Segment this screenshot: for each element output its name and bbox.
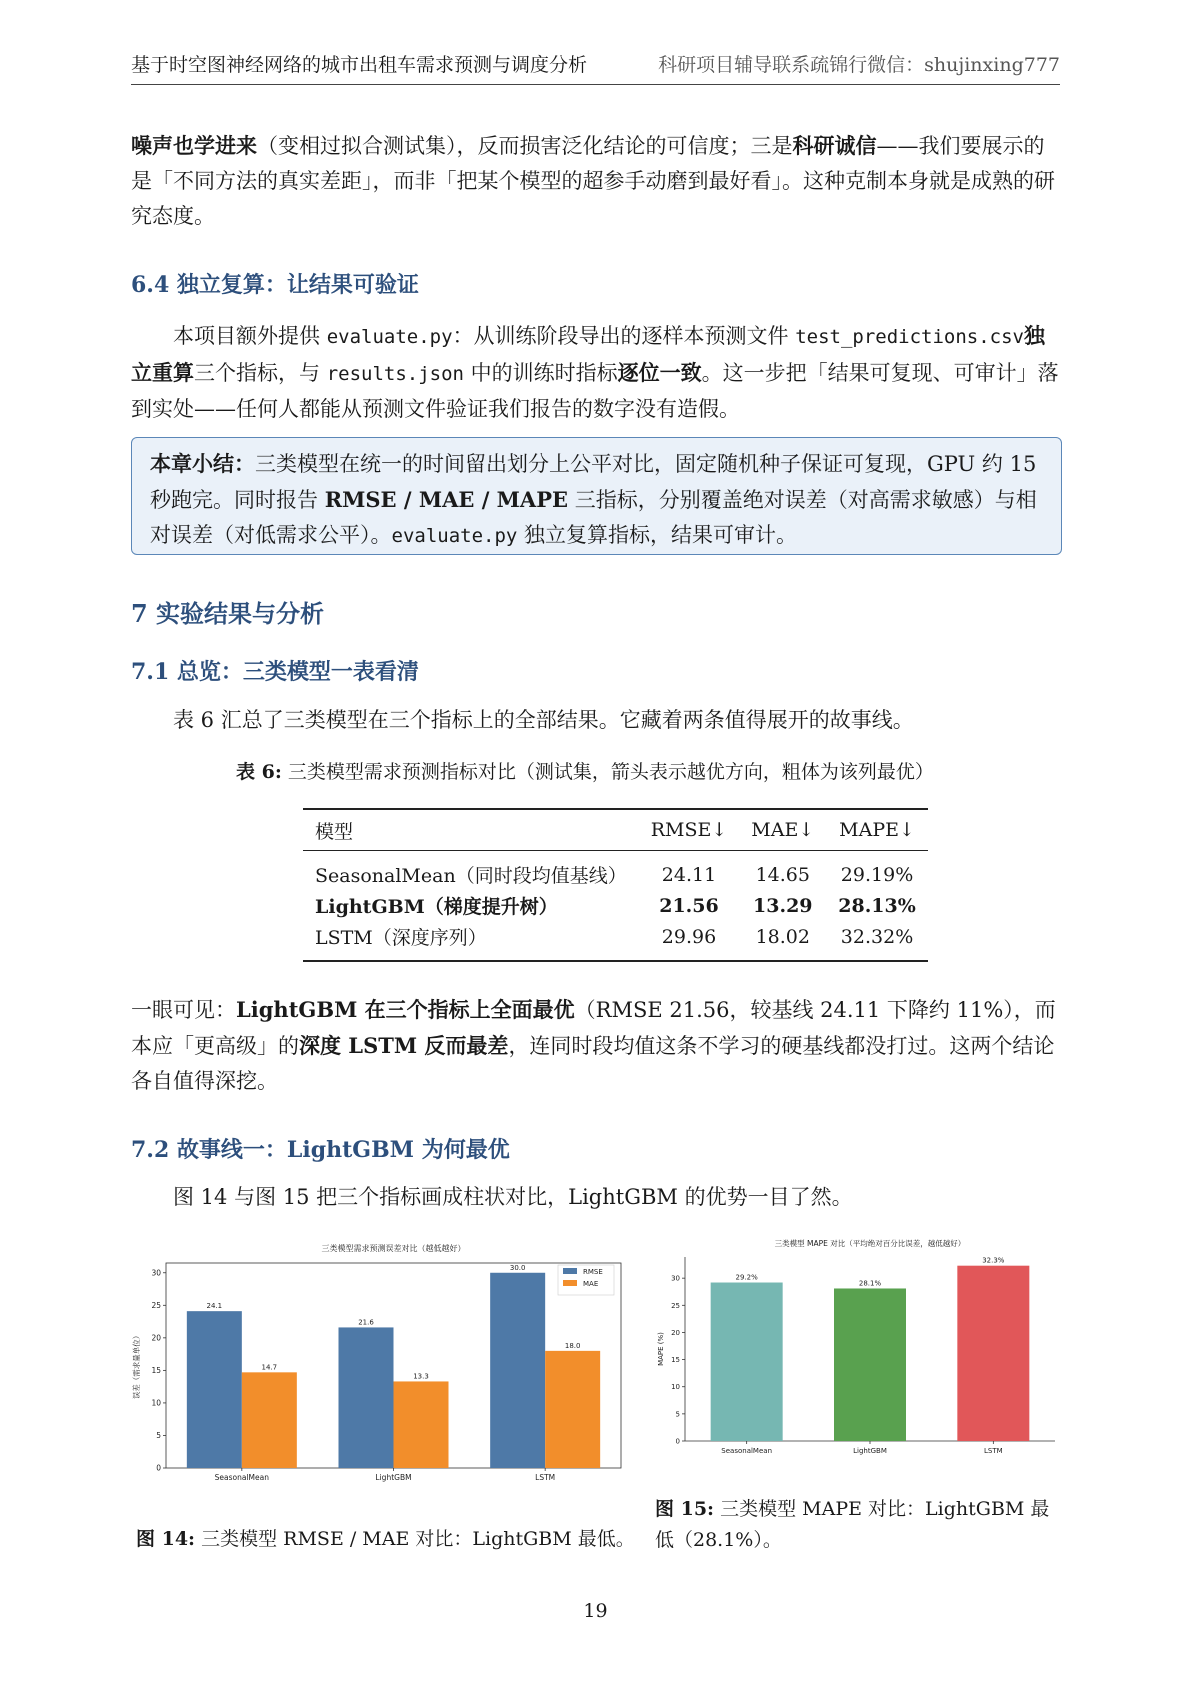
y-tick-label: 10 (151, 1398, 161, 1408)
figure-15-caption (655, 1494, 1065, 1556)
table-row (303, 921, 928, 961)
bar-value-label: 32.3% (982, 1256, 1005, 1265)
text-run: （变相过拟合测试集），反而损害泛化结论的可信度；三是 (257, 134, 793, 158)
y-tick-label: 5 (156, 1430, 161, 1440)
bar-mae (545, 1351, 600, 1468)
paragraph-table-intro: 表 6 汇总了三类模型在三个指标上的全部结果。它藏着两条值得展开的故事线。 (173, 708, 914, 732)
bar-mape (834, 1288, 906, 1441)
y-tick-label: 15 (671, 1356, 680, 1365)
figure-14-rmse-mae-chart (131, 1235, 631, 1495)
bar-value-label: 14.7 (261, 1363, 278, 1372)
table-header-cell: RMSE↓ (650, 819, 728, 841)
paragraph-figure-intro: 图 14 与图 15 把三个指标画成柱状对比，LightGBM 的优势一目了然。 (173, 1185, 853, 1209)
paragraph-evaluate (131, 318, 1060, 427)
legend-label: RMSE (583, 1268, 603, 1276)
text-run: ，连同时段均值这条不学习的硬基线都没打过。这两个结论各自值得深挖。 (131, 1034, 1055, 1093)
table-header-row (303, 809, 928, 851)
mae-cell: 18.02 (755, 925, 810, 948)
bold-phrase: 独立重算 (131, 323, 1045, 385)
legend-label: MAE (583, 1280, 599, 1288)
table-6 (303, 808, 928, 962)
y-axis-label: 误差（需求量单位） (132, 1331, 141, 1400)
text-run: 。这一步把「结果可复现、可审计」落到实处——任何人都能从预测文件验证我们报告的数字没有造假。 (131, 361, 1059, 421)
bold-phrase: RMSE / MAE / MAPE (324, 487, 569, 512)
figure-15-mape-chart (655, 1235, 1060, 1465)
bar-value-label: 28.1% (858, 1279, 882, 1288)
bar-mae (394, 1381, 449, 1468)
code-test-predictions: test_predictions.csv (795, 326, 1024, 348)
caption-text: 三类模型 RMSE / MAE 对比：LightGBM 最低。 (201, 1528, 635, 1550)
bar-mape (957, 1266, 1029, 1441)
section-7-heading: 7 实验结果与分析 (131, 599, 325, 628)
bar-rmse (339, 1327, 394, 1468)
rmse-cell: 29.96 (661, 925, 717, 948)
bar-value-label: 24.1 (206, 1302, 223, 1311)
model-note: （深度序列） (372, 927, 487, 949)
table-row-best (303, 890, 928, 921)
header-title: 基于时空图神经网络的城市出租车需求预测与调度分析 (131, 54, 588, 76)
x-tick-label: LightGBM (853, 1447, 887, 1455)
y-tick-label: 15 (151, 1365, 161, 1375)
y-tick-label: 30 (671, 1274, 680, 1283)
table-6-caption (236, 757, 934, 788)
chart-title: 三类模型 MAPE 对比（平均绝对百分比误差，越低越好） (774, 1239, 966, 1248)
rmse-cell: 24.11 (661, 863, 717, 886)
x-tick-label: SeasonalMean (721, 1447, 773, 1455)
bold-phrase: LightGBM 在三个指标上全面最优 (236, 997, 575, 1022)
header-contact: 科研项目辅导联系疏锦行微信：shujinxing777 (658, 54, 1060, 76)
bar-value-label: 13.3 (413, 1372, 429, 1381)
page-number: 19 (583, 1600, 608, 1622)
text-run: 独立复算指标，结果可审计。 (517, 523, 798, 547)
table-row (303, 851, 928, 891)
mae-cell: 14.65 (755, 863, 810, 886)
mae-cell: 13.29 (753, 894, 813, 917)
caption-label: 图 15: (655, 1498, 715, 1520)
y-tick-label: 25 (671, 1301, 680, 1310)
model-note: （同时段均值基线） (455, 865, 627, 887)
text-run: 三个指标，与 (194, 361, 327, 385)
bar-rmse (490, 1273, 545, 1468)
text-run: 本项目额外提供 (173, 324, 327, 348)
bold-phrase: 深度 LSTM 反而最差 (299, 1033, 509, 1058)
paragraph-findings (131, 992, 1060, 1099)
y-tick-label: 30 (151, 1268, 161, 1278)
y-tick-label: 0 (675, 1437, 680, 1446)
x-tick-label: LightGBM (375, 1473, 412, 1482)
y-tick-label: 20 (671, 1328, 680, 1337)
bar-value-label: 29.2% (735, 1273, 758, 1282)
y-tick-label: 20 (151, 1333, 161, 1343)
x-tick-label: LSTM (535, 1473, 556, 1482)
paragraph-integrity (131, 128, 1060, 234)
code-results-json: results.json (326, 363, 464, 385)
bar-value-label: 30.0 (509, 1263, 526, 1272)
model-name: LSTM (315, 927, 373, 949)
text-run: 三指标，分别覆盖绝对误差（对高需求敏感）与相对误差（对低需求公平）。 (150, 488, 1037, 547)
x-tick-label: LSTM (983, 1447, 1003, 1455)
table-header-cell: MAPE↓ (839, 819, 915, 841)
bold-phrase: 噪声也学进来 (131, 133, 257, 158)
legend-swatch (563, 1268, 577, 1274)
table-header-cell: 模型 (315, 820, 354, 843)
y-tick-label: 5 (675, 1410, 680, 1419)
model-note: （梯度提升树） (424, 896, 558, 918)
bar-value-label: 18.0 (564, 1341, 581, 1350)
bar-mae (242, 1372, 297, 1468)
figure-14-caption (136, 1524, 635, 1555)
section-6-4-heading: 6.4 独立复算：让结果可验证 (131, 272, 419, 298)
caption-text: 三类模型 MAPE 对比：LightGBM 最低（28.1%）。 (655, 1498, 1050, 1551)
text-run: 一眼可见： (131, 998, 236, 1022)
bar-value-label: 21.6 (358, 1318, 374, 1327)
model-cell (303, 921, 639, 961)
y-tick-label: 25 (151, 1300, 161, 1310)
section-7-2-heading: 7.2 故事线一：LightGBM 为何最优 (131, 1137, 510, 1163)
bold-phrase: 科研诚信 (792, 133, 877, 158)
text-run: 三类模型在统一的时间留出划分上公平对比，固定随机种子保证可复现，GPU 约 15 秒跑完。同时报告 (150, 452, 1037, 512)
mape-cell: 29.19% (840, 863, 914, 886)
table-header-cell: MAE↓ (751, 819, 815, 841)
bold-phrase: 逐位一致 (617, 360, 702, 385)
bar-mape (711, 1283, 783, 1441)
text-run: ——我们要展示的是「不同方法的真实差距」，而非「把某个模型的超参手动磨到最好看」。这种克制本身就是成熟的研究态度。 (131, 134, 1055, 228)
legend-swatch (563, 1280, 577, 1286)
mape-cell: 28.13% (838, 894, 916, 917)
bar-rmse (187, 1311, 242, 1468)
code-evaluate-py: evaluate.py (391, 525, 518, 547)
running-header (131, 50, 1060, 85)
caption-text: 三类模型需求预测指标对比（测试集，箭头表示越优方向，粗体为该列最优） (287, 761, 934, 783)
model-cell (303, 890, 639, 921)
text-run: 中的训练时指标 (463, 361, 618, 385)
model-name: LightGBM (315, 896, 425, 918)
rmse-cell: 21.56 (659, 894, 719, 917)
text-run: ：从训练阶段导出的逐样本预测文件 (452, 324, 796, 348)
mape-cell: 32.32% (840, 925, 914, 948)
y-axis-label: MAPE (%) (657, 1332, 665, 1366)
x-tick-label: SeasonalMean (214, 1473, 270, 1482)
chapter-summary-box (131, 437, 1062, 555)
chart-title: 三类模型需求预测误差对比（越低越好） (321, 1244, 466, 1253)
model-name: SeasonalMean (315, 865, 456, 887)
text-run: （RMSE 21.56，较基线 24.11 下降约 11%），而本应「更高级」的 (131, 998, 1056, 1058)
code-evaluate-py: evaluate.py (326, 326, 453, 348)
summary-label: 本章小结： (150, 451, 255, 476)
y-tick-label: 10 (671, 1383, 680, 1392)
caption-label: 图 14: (136, 1528, 196, 1550)
y-tick-label: 0 (156, 1463, 161, 1473)
model-cell (303, 851, 639, 891)
section-7-1-heading: 7.1 总览：三类模型一表看清 (131, 659, 419, 685)
caption-label: 表 6: (236, 761, 282, 783)
